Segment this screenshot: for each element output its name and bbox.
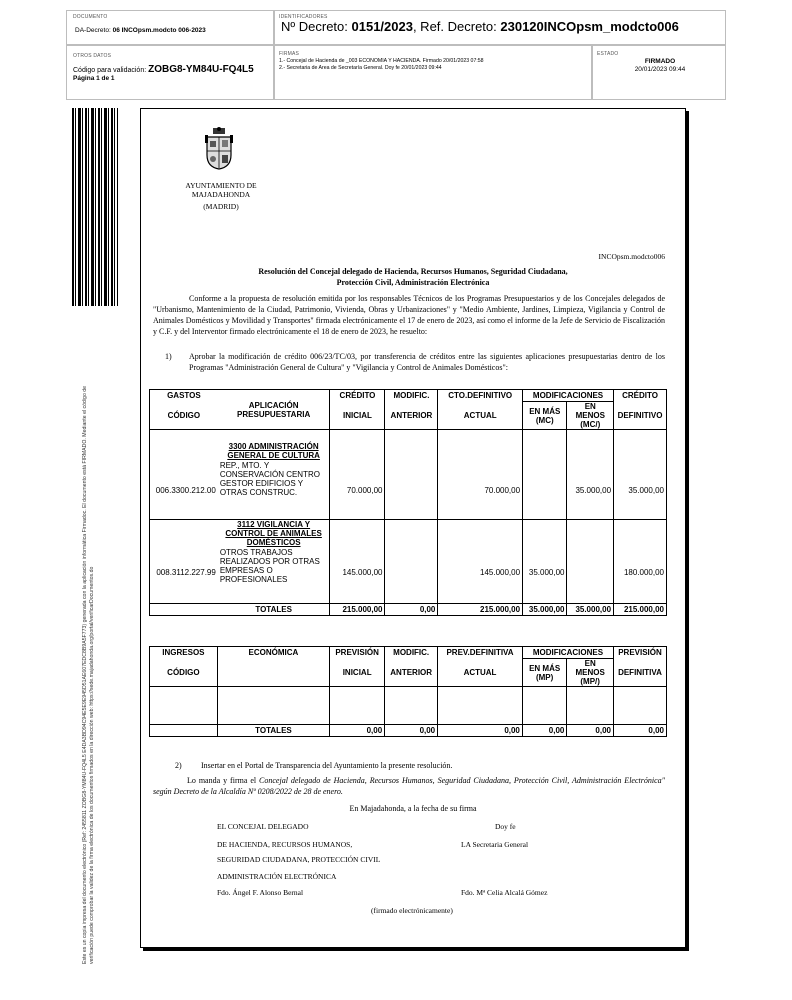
row1-codigo: 006.3300.212.00 [150, 430, 218, 520]
total-inicial: 215.000,00 [330, 604, 385, 616]
totals-row [150, 604, 667, 616]
closing-prefix: Lo manda y firma el [187, 776, 260, 785]
total-en-menos: 35.000,00 [567, 604, 614, 616]
col-modificaciones: MODIFICACIONES [522, 647, 613, 659]
documento-label: DOCUMENTO [73, 14, 108, 20]
col-aplicacion: APLICACIÓN PRESUPUESTARIA [218, 390, 330, 430]
point1-number: 1) [165, 352, 172, 361]
total-definitiva: 0,00 [613, 725, 666, 737]
row1-definitivo: 35.000,00 [614, 430, 667, 520]
firmas-label: FIRMAS [279, 51, 300, 57]
row2-en-menos [567, 520, 614, 604]
side-verification-text-1: Este es un copia impresa del documento electrónico (Ref: 2455811 ZOBG8-YM84U-FQ4L5 E4DA3BD94C94E5E9E945D51AE607EDC8B9A5F773) generada con la aplicación informática Firmadoc. El documento está FIRMADO. Mediante el código de [82, 385, 88, 964]
col-actual: ACTUAL [438, 402, 523, 430]
closing-paragraph [153, 775, 665, 797]
col-inicial: INICIAL [330, 402, 385, 430]
row1-actual: 70.000,00 [438, 430, 523, 520]
point1-text: Aprobar la modificación de crédito 006/23/TC/03, por transferencia de créditos entre las siguientes aplicaciones presupuestarias dentro de los Programas "Administración General de Cultura" y "Vigilancia y Control de Animales Domésticos": [189, 352, 665, 372]
decreto-number: 0151/2023 [351, 19, 413, 34]
col-en-mas: EN MÁS (MC) [523, 402, 567, 430]
documento-value: 06 INCOpsm.modcto 006-2023 [112, 27, 206, 34]
col-codigo: CÓDIGO [150, 402, 218, 430]
col-definitivo: DEFINITIVO [614, 402, 667, 430]
documento-prefix: DA-Decreto: [75, 27, 113, 34]
identificadores-label: IDENTIFICADORES [279, 14, 328, 20]
ayto-name-line1: AYUNTAMIENTO DE [185, 181, 257, 190]
gastos-table [149, 389, 667, 616]
col-actual: ACTUAL [438, 659, 523, 687]
totals-row [150, 725, 667, 737]
col-credito: CRÉDITO [330, 390, 385, 402]
header-estado-cell [592, 45, 726, 100]
doc-ref-right: INCOpsm.modcto006 [598, 252, 665, 261]
ingresos-table [149, 646, 667, 737]
col-anterior: ANTERIOR [385, 659, 438, 687]
total-actual: 0,00 [438, 725, 523, 737]
ayto-name-line2: MAJADAHONDA [191, 190, 251, 199]
sig-left-line4: ADMINISTRACIÓN ELECTRÓNICA [217, 872, 337, 881]
row2-en-mas: 35.000,00 [523, 520, 567, 604]
total-anterior: 0,00 [385, 604, 438, 616]
sig-left-line5: Fdo. Ángel F. Alonso Bernal [217, 888, 304, 897]
row1-en-mas [523, 430, 567, 520]
col-prevision: PREVISIÓN [330, 647, 385, 659]
estado-date: 20/01/2023 09:44 [634, 66, 686, 73]
row2-actual: 145.000,00 [438, 520, 523, 604]
estado-value: FIRMADO [644, 58, 676, 65]
sig-right-line1: Doy fe [495, 822, 516, 831]
group2-title: 3112 VIGILANCIA Y CONTROL DE ANIMALES DOMÉSTICOS [225, 520, 322, 547]
sig-right-line3: Fdo. Mª Celia Alcalá Gómez [461, 888, 548, 897]
header-otros-datos-cell [66, 45, 274, 100]
col-en-mas: EN MÁS (MP) [522, 659, 566, 687]
pagina-label: Página 1 de 1 [73, 75, 115, 82]
closing-italic: Concejal delegado de Hacienda, Recursos Humanos, Seguridad Ciudadana, Protección Civil, Administración Electrónica" según Decreto de la Alcaldía Nº 0208/2022 de 28 de enero. [153, 776, 665, 796]
total-anterior: 0,00 [385, 725, 438, 737]
header-firmas-cell [274, 45, 592, 100]
point2-number: 2) [175, 761, 182, 770]
col-ingresos: INGRESOS [150, 647, 218, 659]
table-row [150, 520, 667, 604]
point2-text: Insertar en el Portal de Transparencia del Ayuntamiento la presente resolución. [201, 761, 453, 770]
row1-en-menos: 35.000,00 [567, 430, 614, 520]
col-prevision-2: PREVISIÓN [613, 647, 666, 659]
header-documento-cell [66, 10, 274, 45]
col-en-menos: EN MENOS (MP/) [567, 659, 614, 687]
table-row [150, 687, 667, 725]
firmado-electronicamente: (firmado electrónicamente) [371, 906, 453, 915]
ref-decreto: 230120INCOpsm_modcto006 [500, 19, 679, 34]
sig-right-line2: LA Secretaria General [461, 840, 529, 849]
header-identificadores-cell [274, 10, 726, 45]
codigo-validacion: ZOBG8-YM84U-FQ4L5 [148, 64, 254, 75]
col-economica: ECONÓMICA [217, 647, 329, 659]
col-modificaciones: MODIFICACIONES [523, 390, 614, 402]
coat-of-arms-icon [203, 127, 235, 171]
col-modific: MODIFIC. [385, 647, 438, 659]
row1-inicial: 70.000,00 [330, 430, 385, 520]
codigo-prefix: Código para validación: [73, 67, 149, 74]
col-cto-definitivo: CTO.DEFINITIVO [438, 390, 523, 402]
total-actual: 215.000,00 [438, 604, 523, 616]
row1-description: REP., MTO. Y CONSERVACIÓN CENTRO GESTOR EDIFICIOS Y OTRAS CONSTRUC. [219, 461, 320, 497]
resolution-title-line1: Resolución del Concejal delegado de Hacienda, Recursos Humanos, Seguridad Ciudadana, [258, 267, 568, 276]
resolution-title-line2: Protección Civil, Administración Electrónica [336, 278, 490, 287]
row2-codigo: 008.3112.227.99 [150, 520, 218, 604]
total-definitivo: 215.000,00 [614, 604, 667, 616]
totales-label: TOTALES [218, 604, 330, 616]
row1-anterior [385, 430, 438, 520]
otros-label: OTROS DATOS [73, 53, 112, 59]
barcode-image [72, 108, 118, 306]
total-en-menos: 0,00 [567, 725, 614, 737]
col-credito-2: CRÉDITO [614, 390, 667, 402]
intro-paragraph: Conforme a la propuesta de resolución emitida por los responsables Técnicos de los Programas Presupuestarios y de los Concejales delegados de "Urbanismo, Mantenimiento de la Ciudad, Patrimonio, Vivienda, Obras y Urbanizaciones" y "Medio Ambiente, Jardines, Limpieza, Vigilancia y Control de Animales Domésticos y Movilidad y Transportes" firmada electrónicamente el 17 de enero de 2023, así como el informe de la Jefe de Servicio de Fiscalización y C.F. y del Interventor firmado electrónicamente el 18 de enero de 2023, he resuelto: [153, 294, 665, 336]
col-modific: MODIFIC. [385, 390, 438, 402]
total-inicial: 0,00 [330, 725, 385, 737]
col-prev-definitiva: PREV.DEFINITIVA [438, 647, 523, 659]
col-definitiva: DEFINITIVA [613, 659, 666, 687]
row2-anterior [385, 520, 438, 604]
ref-prefix: , Ref. Decreto: [412, 19, 501, 34]
sig-left-line2: DE HACIENDA, RECURSOS HUMANOS, [217, 840, 353, 849]
side-verification-text-2: verificación puede comprobar la validez de la firma electrónica de los documentos firmados en la dirección web: https://sede.majadahonda.org/portal/verificarDocumentos.do [89, 566, 95, 964]
total-en-mas: 0,00 [522, 725, 566, 737]
firma-2: 2.- Secretaria de Area de Secretaría General. Doy fe 20/01/2023 09:44 [279, 65, 442, 71]
table-row [150, 430, 667, 520]
ayto-name-line3: (MADRID) [203, 202, 239, 211]
total-en-mas: 35.000,00 [523, 604, 567, 616]
row2-definitivo: 180.000,00 [614, 520, 667, 604]
col-inicial: INICIAL [330, 659, 385, 687]
row2-description: OTROS TRABAJOS REALIZADOS POR OTRAS EMPRESAS O PROFESIONALES [219, 548, 320, 584]
totales-label: TOTALES [217, 725, 329, 737]
col-codigo: CÓDIGO [150, 659, 218, 687]
sig-left-line1: EL CONCEJAL DELEGADO [217, 822, 309, 831]
col-anterior: ANTERIOR [385, 402, 438, 430]
col-en-menos: EN MENOS (MC/) [567, 402, 614, 430]
decreto-prefix: Nº Decreto: [281, 19, 352, 34]
place-date: En Majadahonda, a la fecha de su firma [349, 804, 477, 813]
estado-label: ESTADO [597, 51, 619, 57]
group1-title: 3300 ADMINISTRACIÓN GENERAL DE CULTURA [227, 442, 320, 460]
row2-inicial: 145.000,00 [330, 520, 385, 604]
firma-1: 1.- Concejal de Hacienda de _003 ECONOMIA Y HACIENDA. Firmado 20/01/2023 07:58 [279, 58, 484, 64]
col-gastos: GASTOS [150, 390, 218, 402]
sig-left-line3: SEGURIDAD CIUDADANA, PROTECCIÓN CIVIL [217, 855, 381, 864]
document-page [140, 108, 686, 948]
